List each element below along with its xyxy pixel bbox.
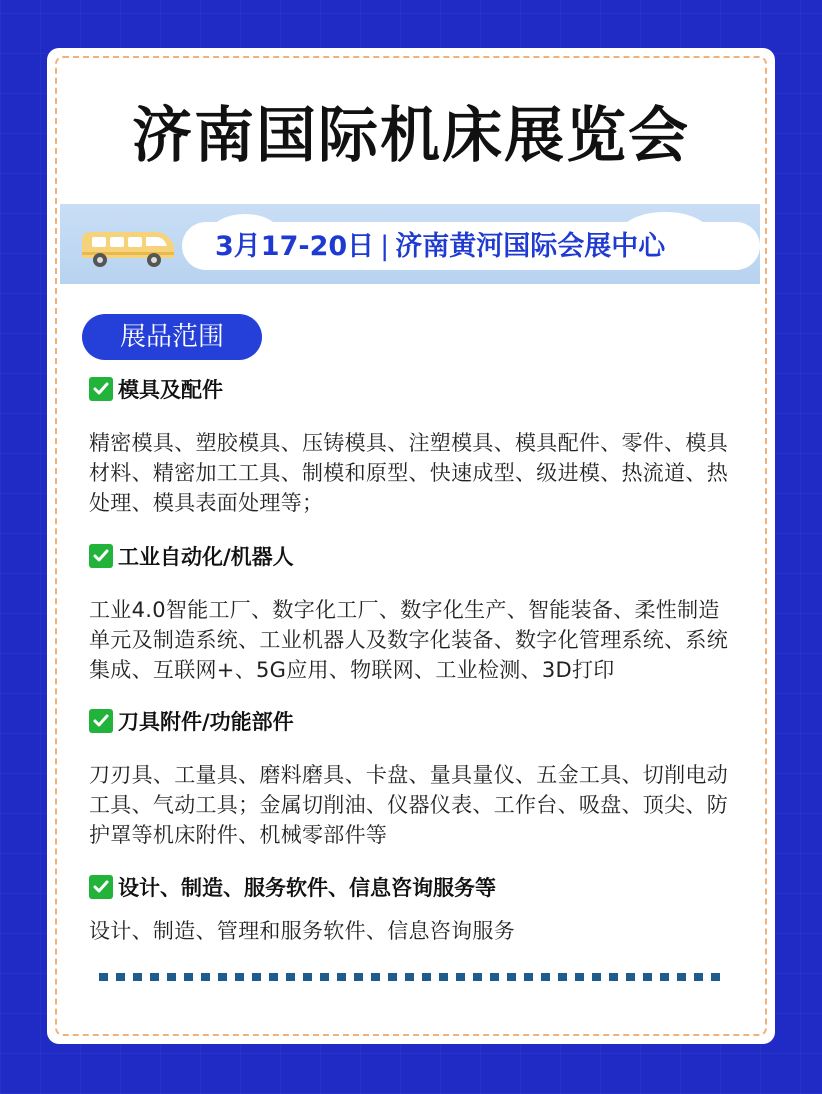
category-body: 刀刃具、工量具、磨料磨具、卡盘、量具量仪、五金工具、切削电动工具、气动工具；金属切削油、仪器仪表、工作台、吸盘、顶尖、防护罩等机床附件、机械零部件等 xyxy=(89,763,728,847)
category-section xyxy=(89,872,739,946)
category-section xyxy=(89,541,739,685)
category-body: 设计、制造、管理和服务软件、信息咨询服务 xyxy=(89,919,515,943)
check-mark-icon xyxy=(89,377,113,401)
event-venue: 济南黄河国际会展中心 xyxy=(395,231,666,262)
van-icon xyxy=(78,224,178,270)
category-title: 工业自动化/机器人 xyxy=(118,545,294,569)
check-mark-icon xyxy=(89,709,113,733)
content-card xyxy=(47,48,775,1044)
category-title: 设计、制造、服务软件、信息咨询服务等 xyxy=(118,876,496,900)
page-title: 济南国际机床展览会 xyxy=(132,101,690,171)
banner-text xyxy=(215,224,665,263)
category-section xyxy=(89,706,739,850)
category-body: 精密模具、塑胶模具、压铸模具、注塑模具、模具配件、零件、模具材料、精密加工工具、制模和原型、快速成型、级进模、热流道、热处理、模具表面处理等； xyxy=(89,431,728,515)
category-body: 工业4.0智能工厂、数字化工厂、数字化生产、智能装备、柔性制造单元及制造系统、工业机器人及数字化装备、数字化管理系统、系统集成、互联网+、5G应用、物联网、工业检测、3D打印 xyxy=(89,598,728,682)
category-section xyxy=(89,374,739,518)
date-venue-banner xyxy=(60,204,760,284)
category-title: 刀具附件/功能部件 xyxy=(118,710,294,734)
event-dates: 3月17-20日 xyxy=(215,231,375,262)
banner-separator: | xyxy=(380,231,390,262)
section-pill: 展品范围 xyxy=(82,314,262,360)
check-mark-icon xyxy=(89,544,113,568)
category-title: 模具及配件 xyxy=(118,378,223,402)
check-mark-icon xyxy=(89,875,113,899)
dashed-divider xyxy=(99,973,723,981)
